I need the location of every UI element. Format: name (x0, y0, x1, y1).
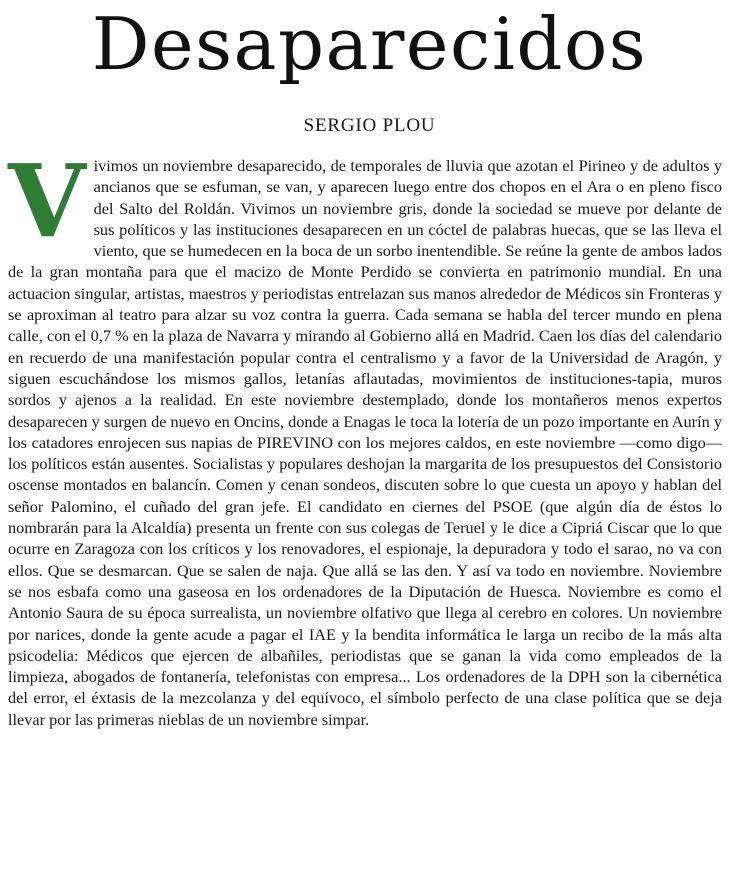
drop-cap: V (8, 142, 86, 260)
byline: SERGIO PLOU (303, 115, 436, 136)
headline: Desaparecidos (91, 2, 648, 86)
article-body (8, 142, 722, 730)
article-paragraph: ivimos un noviembre desaparecido, de temporales de lluvia que azotan el Pirineo y de adultos y ancianos que se esfuman, se van, y aparecen luego entre dos chopos en el Ara o en pleno fisco del Salto del Roldán. Vivimos un noviembre gris, donde la sociedad se mueve por delante de sus políticos y las instituciones desaparecen en un cóctel de palabras huecas, que se las lleva el viento, que se humedecen en la boca de un sorbo inentendible. Se reúne la gente de ambos lados de la gran montaña para que el macizo de Monte Perdido se convierta en patrimonio mundial. En una actuacion singular, artistas, maestros y periodistas entrelazan sus manos alrededor de Médicos sin Fronteras y se aproximan al teatro para alzar su voz contra la guerra. Cada semana se habla del tercer mundo en plena calle, con el 0,7 % en la plaza de Navarra y mirando al Gobierno allá en Madrid. Caen los días del calendario en recuerdo de una manifestación popular contra el centralismo y a favor de la Universidad de Aragón, y siguen escuchándose los mismos gallos, letanías aflautadas, movimientos de instituciones-tapia, muros sordos y ajenos a la realidad. En este noviembre destemplado, donde los montañeros menos expertos desaparecen y surgen de nuevo en Oncins, donde a Enagas le toca la lotería de un pozo importante en Aurín y los catadores enrojecen sus napias de PIREVINO con los mejores caldos, en este noviembre —como digo— los políticos están ausentes. Socialistas y populares deshojan la margarita de los presupuestos del Consistorio oscense montados en balancín. Comen y cenan sondeos, discuten sobre lo que cuesta un apoyo y hablan del señor Palomino, el cuñado del gran jefe. El candidato en ciernes del PSOE (que algún día de éstos lo nombrarán para la Alcaldía) presenta un frente con sus colegas de Teruel y le dice a Cipriá Ciscar que lo que ocurre en Zaragoza con los críticos y los renovadores, el espionaje, la depuradora y todo el sarao, no va con ellos. Que se desmarcan. Que se salen de naja. Que allá se las den. Y así va todo en noviembre. Noviembre se nos esbafa como una gaseosa en los ordenadores de la Diputación de Huesca. Noviembre es como el Antonio Saura de su época surrealista, un noviembre olfativo que llega al cerebro en colores. Un noviembre por narices, donde la gente acude a pagar el IAE y la bendita informática le larga un recibo de la más alta psicodelia: Médicos que ejercen de albañiles, periodistas que se ganan la vida como empleados de la limpieza, abogados de fontanería, telefonistas con empresa... Los ordenadores de la DPH son la cibernética del error, el éxtasis de la mezcolanza y del equívoco, el símbolo perfecto de una clase política que se deja llevar por las primeras nieblas de un noviembre simpar. (8, 156, 722, 729)
